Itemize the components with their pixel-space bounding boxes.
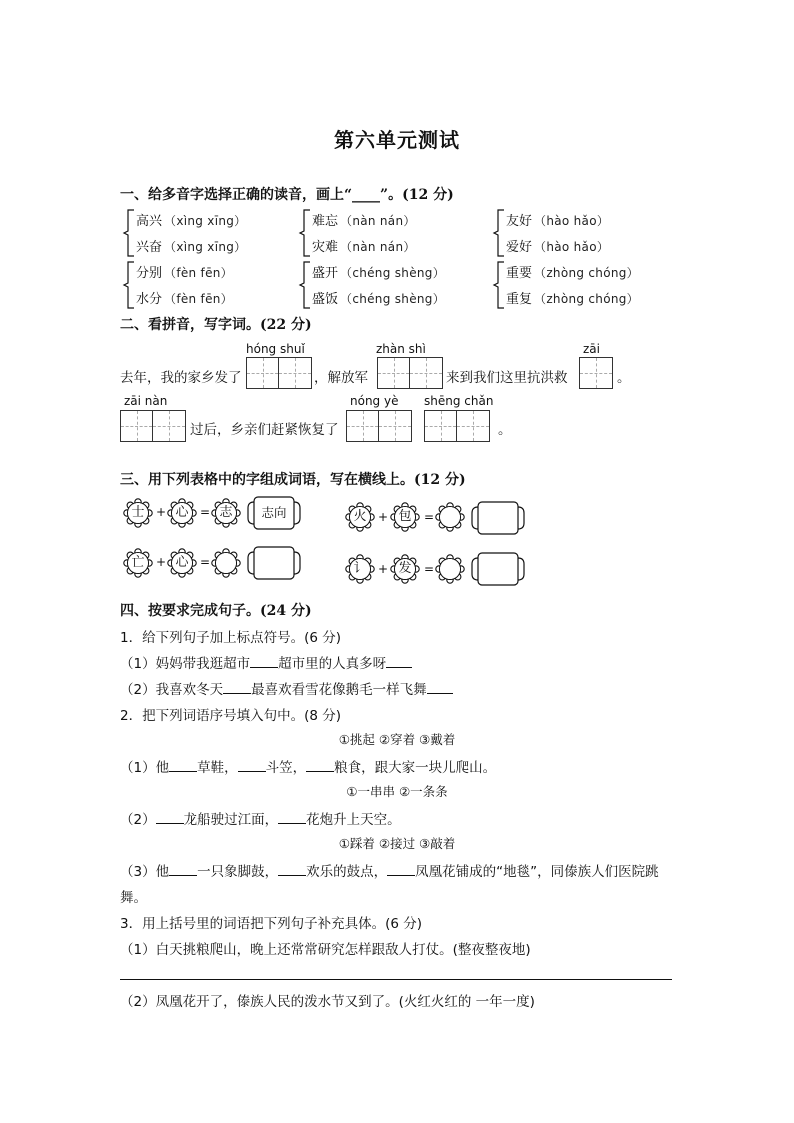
polyphone-group-5	[298, 259, 488, 311]
equals-sign: =	[424, 510, 435, 524]
pinyin-label: hóng shuǐ	[246, 342, 305, 356]
polyphone-row[interactable]: 难忘 （nàn nán）	[312, 214, 416, 229]
polyphone-row[interactable]: 盛开 （chéng shèng）	[312, 266, 446, 281]
question-2: 2．把下列词语序号填入句中。(8 分)	[120, 708, 342, 724]
flower-char-box[interactable]: 志	[210, 497, 242, 529]
writing-grid[interactable]	[346, 410, 412, 442]
equals-sign: =	[424, 562, 435, 576]
flower-char-box: 士	[122, 497, 154, 529]
answer-blank[interactable]	[156, 809, 184, 824]
polyphone-row[interactable]: 兴奋 （xìng xīng）	[136, 240, 247, 255]
polyphone-row[interactable]: 分别 （fèn fēn）	[136, 266, 233, 281]
flower-char-box: 亡	[122, 547, 154, 579]
answer-blank[interactable]	[386, 653, 412, 668]
answer-blank[interactable]	[387, 861, 415, 876]
answer-blank[interactable]	[278, 861, 306, 876]
polyphone-row[interactable]: 友好 （hào hǎo）	[506, 214, 610, 229]
flower-char-box[interactable]	[434, 501, 466, 533]
word-options: ①踩着 ②接过 ③敲着	[338, 836, 456, 851]
sentence-line: （2） 龙船驶过江面， 花炮升上天空。	[120, 808, 401, 828]
word-options: ①挑起 ②穿着 ③戴着	[338, 732, 456, 747]
flower-char-box: 讠	[344, 553, 376, 585]
polyphone-group-4	[122, 259, 312, 311]
answer-blank[interactable]	[169, 757, 197, 772]
equals-sign: =	[200, 555, 211, 569]
polyphone-row[interactable]: 高兴 （xìng xīng）	[136, 214, 247, 229]
polyphone-row[interactable]: 重要 （zhòng chóng）	[506, 266, 639, 281]
sentence-line: （1）他 草鞋， 斗笠， 粮食，跟大家一块儿爬山。	[120, 756, 496, 776]
sentence-text: 过后，乡亲们赶紧恢复了	[190, 422, 339, 438]
pinyin-label: zāi	[583, 342, 600, 356]
writing-grid[interactable]	[120, 410, 186, 442]
answer-blank[interactable]	[306, 757, 334, 772]
flower-char-box: 包	[389, 501, 421, 533]
polyphone-row[interactable]: 爱好 （hào hǎo）	[506, 240, 610, 255]
plus-sign: +	[378, 562, 389, 576]
brace-icon	[122, 259, 136, 311]
flower-char-box[interactable]	[434, 553, 466, 585]
flower-char-box: 心	[166, 547, 198, 579]
brace-icon	[122, 207, 136, 259]
section-1-heading: 一、给多音字选择正确的读音，画上“____”。(12 分)	[120, 187, 454, 203]
answer-blank[interactable]	[238, 757, 266, 772]
plus-sign: +	[156, 555, 167, 569]
answer-blank[interactable]	[278, 809, 306, 824]
word-answer-box[interactable]: 志向	[246, 494, 302, 532]
plus-sign: +	[156, 505, 167, 519]
pinyin-label: zāi nàn	[124, 394, 168, 408]
answer-blank[interactable]	[427, 679, 453, 694]
sentence-line: （3）他 一只象脚鼓， 欢乐的鼓点， 凤凰花铺成的“地毯”，同傣族人们医院跳	[120, 860, 659, 880]
brace-icon	[298, 207, 312, 259]
sentence-text: （1）白天挑粮爬山，晚上还常常研究怎样跟敌人打仗。(整夜整夜地)	[120, 942, 531, 958]
section-2-heading: 二、看拼音，写字词。(22 分)	[120, 317, 312, 333]
plus-sign: +	[378, 510, 389, 524]
polyphone-row[interactable]: 盛饭 （chéng shèng）	[312, 292, 446, 307]
polyphone-row[interactable]: 重复 （zhòng chóng）	[506, 292, 639, 307]
word-options: ①一串串 ②一条条	[346, 784, 448, 799]
polyphone-group-2	[298, 207, 488, 259]
writing-grid[interactable]	[377, 357, 443, 389]
brace-icon	[492, 259, 506, 311]
pinyin-label: zhàn shì	[376, 342, 426, 356]
brace-icon	[298, 259, 312, 311]
equals-sign: =	[200, 505, 211, 519]
answer-blank[interactable]	[169, 861, 197, 876]
brace-icon	[492, 207, 506, 259]
flower-char-box: 心	[166, 497, 198, 529]
word-answer-box[interactable]	[246, 544, 302, 582]
sentence-text: 。	[498, 422, 512, 438]
sentence-text: 去年，我的家乡发了	[120, 370, 242, 386]
writing-grid[interactable]	[246, 357, 312, 389]
answer-blank[interactable]	[223, 679, 251, 694]
flower-char-box[interactable]	[210, 547, 242, 579]
writing-grid[interactable]	[424, 410, 490, 442]
page-title: 第六单元测试	[334, 128, 460, 152]
answer-blank[interactable]	[250, 653, 278, 668]
sentence-line: （2）我喜欢冬天 最喜欢看雪花像鹅毛一样飞舞	[120, 678, 453, 698]
sentence-text: 。	[617, 370, 631, 386]
polyphone-group-6	[492, 259, 682, 311]
sentence-text: 来到我们这里抗洪救	[446, 370, 568, 386]
answer-line[interactable]	[120, 979, 672, 980]
word-answer-box[interactable]	[470, 550, 526, 588]
question-3: 3．用上括号里的词语把下列句子补充具体。(6 分)	[120, 916, 423, 932]
sentence-text: （2）凤凰花开了，傣族人民的泼水节又到了。(火红火红的 一年一度)	[120, 994, 535, 1010]
writing-grid[interactable]	[579, 357, 613, 389]
sentence-text: 舞。	[120, 890, 147, 906]
pinyin-label: shēng chǎn	[424, 394, 494, 408]
polyphone-group-1	[122, 207, 312, 259]
flower-char-box: 火	[344, 501, 376, 533]
flower-char-box: 发	[389, 553, 421, 585]
polyphone-group-3	[492, 207, 682, 259]
section-3-heading: 三、用下列表格中的字组成词语，写在横线上。(12 分)	[120, 472, 466, 488]
word-answer-box[interactable]	[470, 499, 526, 537]
sentence-text: ，解放军	[314, 370, 368, 386]
pinyin-label: nóng yè	[350, 394, 399, 408]
polyphone-row[interactable]: 灾难 （nàn nán）	[312, 240, 416, 255]
question-1: 1．给下列句子加上标点符号。(6 分)	[120, 630, 342, 646]
section-4-heading: 四、按要求完成句子。(24 分)	[120, 603, 312, 619]
polyphone-row[interactable]: 水分 （fèn fēn）	[136, 292, 233, 307]
sentence-line: （1）妈妈带我逛超市 超市里的人真多呀	[120, 652, 412, 672]
